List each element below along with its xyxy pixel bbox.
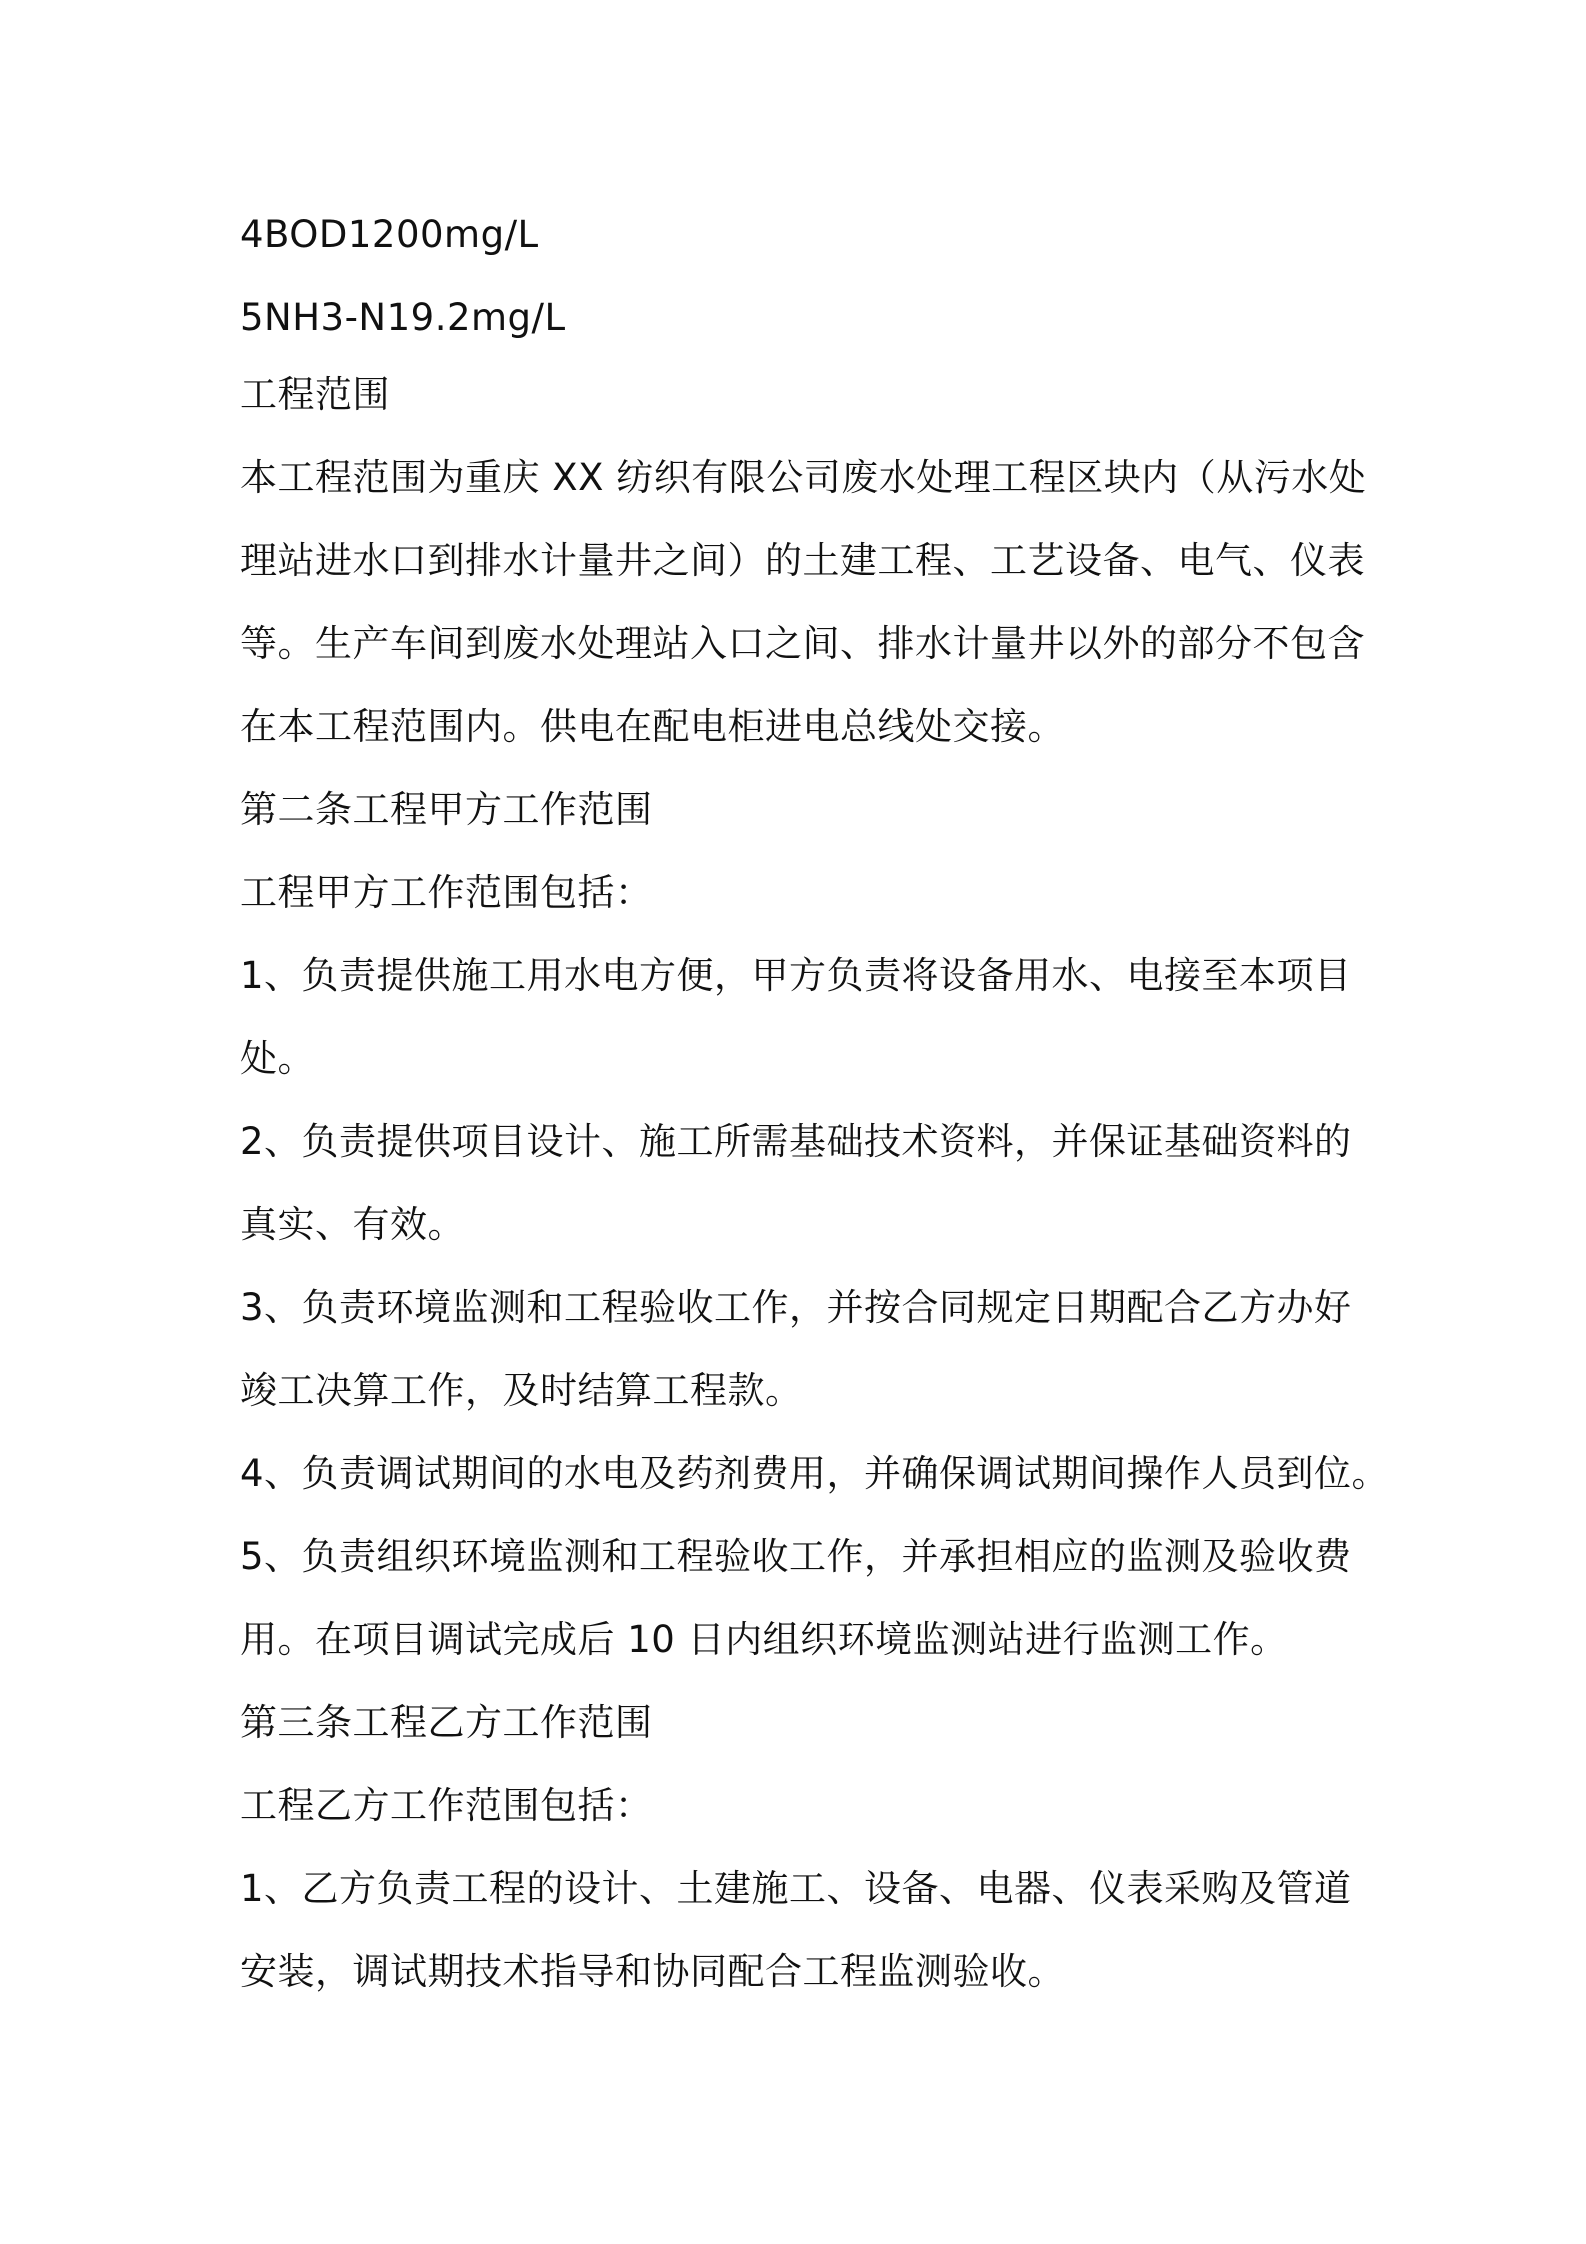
- text-line: 竣工决算工作，及时结算工程款。: [240, 1369, 803, 1412]
- list-item: 2、负责提供项目设计、施工所需基础技术资料，并保证基础资料的: [240, 1120, 1352, 1163]
- text-line: 5NH3-N19.2mg/L: [240, 296, 566, 339]
- list-item: 4、负责调试期间的水电及药剂费用，并确保调试期间操作人员到位。: [240, 1452, 1390, 1495]
- text-line: 理站进水口到排水计量井之间）的土建工程、工艺设备、电气、仪表: [240, 539, 1365, 582]
- section-heading: 工程范围: [240, 373, 390, 416]
- list-item: 1、负责提供施工用水电方便，甲方负责将设备用水、电接至本项目: [240, 954, 1352, 997]
- text-line: 本工程范围为重庆 XX 纺织有限公司废水处理工程区块内（从污水处: [240, 456, 1367, 499]
- text-line: 用。在项目调试完成后 10 日内组织环境监测站进行监测工作。: [240, 1618, 1288, 1661]
- text-line: 工程乙方工作范围包括：: [240, 1784, 653, 1827]
- list-item: 3、负责环境监测和工程验收工作，并按合同规定日期配合乙方办好: [240, 1286, 1352, 1329]
- text-line: 在本工程范围内。供电在配电柜进电总线处交接。: [240, 705, 1065, 748]
- section-heading: 第二条工程甲方工作范围: [240, 788, 653, 831]
- text-line: 处。: [240, 1037, 315, 1080]
- text-line: 工程甲方工作范围包括：: [240, 871, 653, 914]
- list-item: 5、负责组织环境监测和工程验收工作，并承担相应的监测及验收费: [240, 1535, 1352, 1578]
- list-item: 1、乙方负责工程的设计、土建施工、设备、电器、仪表采购及管道: [240, 1867, 1352, 1910]
- text-line: 4BOD1200mg/L: [240, 213, 539, 256]
- section-heading: 第三条工程乙方工作范围: [240, 1701, 653, 1744]
- text-line: 安装，调试期技术指导和协同配合工程监测验收。: [240, 1950, 1065, 1993]
- text-line: 真实、有效。: [240, 1203, 465, 1246]
- text-line: 等。生产车间到废水处理站入口之间、排水计量井以外的部分不包含: [240, 622, 1365, 665]
